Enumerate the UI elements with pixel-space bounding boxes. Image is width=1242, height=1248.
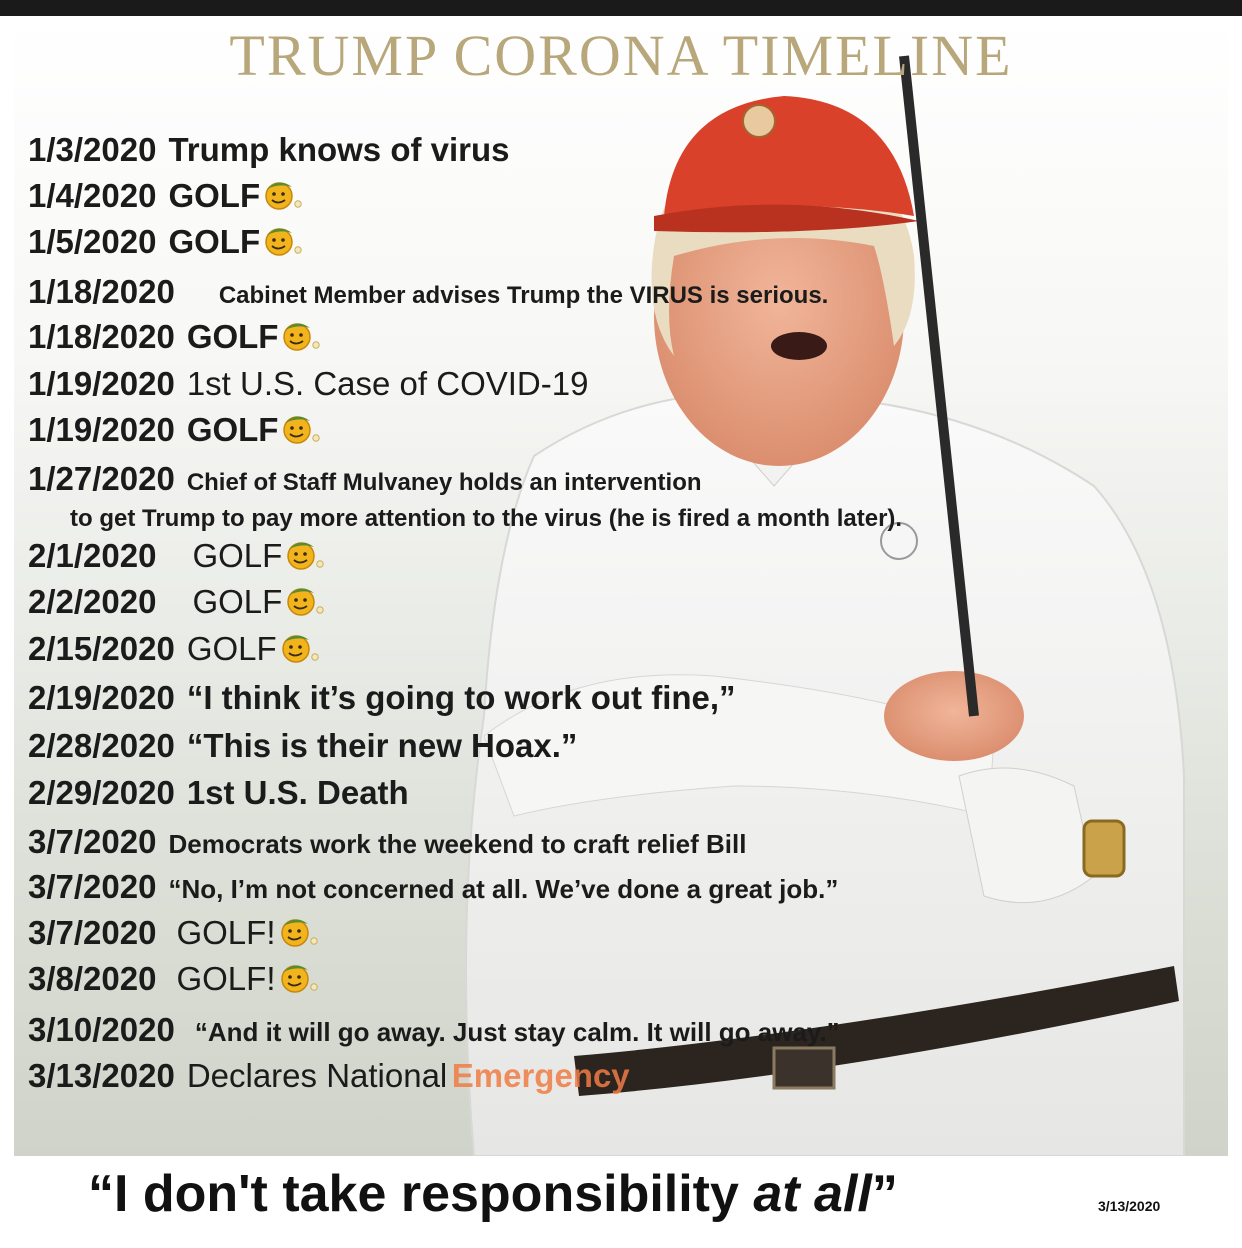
- golf-ball-smiley-icon: [278, 914, 320, 948]
- timeline-event: GOLF: [168, 223, 261, 260]
- timeline-event: GOLF!: [176, 960, 276, 997]
- timeline-event: GOLF: [168, 177, 261, 214]
- golf-ball-smiley-icon: [280, 318, 322, 352]
- timeline-date: 3/13/2020: [28, 1057, 175, 1094]
- timeline-row: [28, 318, 322, 356]
- timeline-row: [28, 960, 320, 998]
- timeline-event: “And it will go away. Just stay calm. It will go away.”: [194, 1017, 840, 1047]
- footer-quote: [88, 1164, 898, 1224]
- timeline-event: Chief of Staff Mulvaney holds an intervention: [186, 469, 702, 496]
- timeline-row: [28, 460, 702, 498]
- timeline-row: [28, 411, 322, 449]
- timeline-date: 2/1/2020: [28, 537, 157, 574]
- timeline-date: 1/27/2020: [28, 460, 175, 497]
- timeline-date: 2/28/2020: [28, 727, 175, 764]
- timeline-date: 2/15/2020: [28, 630, 175, 667]
- golf-ball-smiley-icon: [279, 630, 321, 664]
- timeline-event-continuation: to get Trump to pay more attention to the virus (he is fired a month later).: [70, 505, 903, 532]
- golf-ball-smiley-icon: [280, 411, 322, 445]
- timeline-event: “I think it’s going to work out fine,”: [186, 679, 736, 716]
- timeline-date: 1/18/2020: [28, 318, 175, 355]
- timeline-date: 2/2/2020: [28, 583, 157, 620]
- golf-ball-smiley-icon: [262, 177, 304, 211]
- golf-ball-smiley-icon: [284, 537, 326, 571]
- timeline-date: 3/10/2020: [28, 1011, 175, 1048]
- timeline-date: 1/19/2020: [28, 365, 175, 402]
- timeline-event: “This is their new Hoax.”: [186, 727, 578, 764]
- timeline-row: [28, 273, 828, 311]
- timeline-date: 1/18/2020: [28, 273, 175, 310]
- timeline-date: 1/4/2020: [28, 177, 157, 214]
- timeline-event: Democrats work the weekend to craft relief Bill: [168, 829, 747, 859]
- footer-quote-main: “I don't take responsibility: [88, 1165, 754, 1223]
- timeline-row: [28, 630, 321, 668]
- timeline-date: 1/5/2020: [28, 223, 157, 260]
- timeline-date: 1/3/2020: [28, 131, 157, 168]
- timeline-row: [28, 365, 588, 403]
- timeline-date: 2/29/2020: [28, 774, 175, 811]
- footer-quote-emphasis: at all: [753, 1165, 872, 1223]
- timeline-row: [28, 583, 326, 621]
- timeline-date: 3/7/2020: [28, 823, 157, 860]
- timeline-row: [28, 868, 838, 906]
- timeline-event: GOLF: [192, 583, 283, 620]
- timeline-event: Trump knows of virus: [168, 131, 510, 168]
- timeline-event: GOLF: [192, 537, 283, 574]
- timeline-row: [28, 131, 510, 169]
- timeline-row: [28, 727, 577, 765]
- timeline-date: 2/19/2020: [28, 679, 175, 716]
- footer-date: 3/13/2020: [1098, 1198, 1161, 1214]
- timeline-date: 1/19/2020: [28, 411, 175, 448]
- timeline-event: GOLF: [186, 318, 279, 355]
- footer-quote-end: ”: [871, 1165, 898, 1223]
- timeline-event: Declares National: [186, 1057, 448, 1094]
- timeline-row: [28, 823, 746, 861]
- golf-ball-smiley-icon: [262, 223, 304, 257]
- timeline-date: 3/7/2020: [28, 914, 157, 951]
- timeline-event: GOLF!: [176, 914, 276, 951]
- timeline-event: 1st U.S. Death: [186, 774, 409, 811]
- timeline-date: 3/7/2020: [28, 868, 157, 905]
- timeline-row: [28, 537, 326, 575]
- golf-ball-smiley-icon: [284, 583, 326, 617]
- timeline-event: “No, I’m not concerned at all. We’ve done a great job.”: [168, 874, 839, 904]
- timeline-row: [28, 223, 304, 261]
- timeline-row: [28, 679, 736, 717]
- timeline-date: 3/8/2020: [28, 960, 157, 997]
- timeline-row: [28, 1057, 630, 1095]
- timeline-row: [28, 914, 320, 952]
- timeline-row: [28, 774, 409, 812]
- timeline-event: 1st U.S. Case of COVID-19: [186, 365, 589, 402]
- timeline-event: GOLF: [186, 630, 277, 667]
- timeline-row: [28, 1011, 840, 1049]
- golf-ball-smiley-icon: [278, 960, 320, 994]
- emergency-highlight: Emergency: [451, 1057, 630, 1094]
- timeline-event: GOLF: [186, 411, 279, 448]
- page-title: TRUMP CORONA TIMELINE: [229, 23, 1013, 88]
- timeline-event: Cabinet Member advises Trump the VIRUS is serious.: [218, 282, 829, 309]
- timeline-row: [28, 177, 304, 215]
